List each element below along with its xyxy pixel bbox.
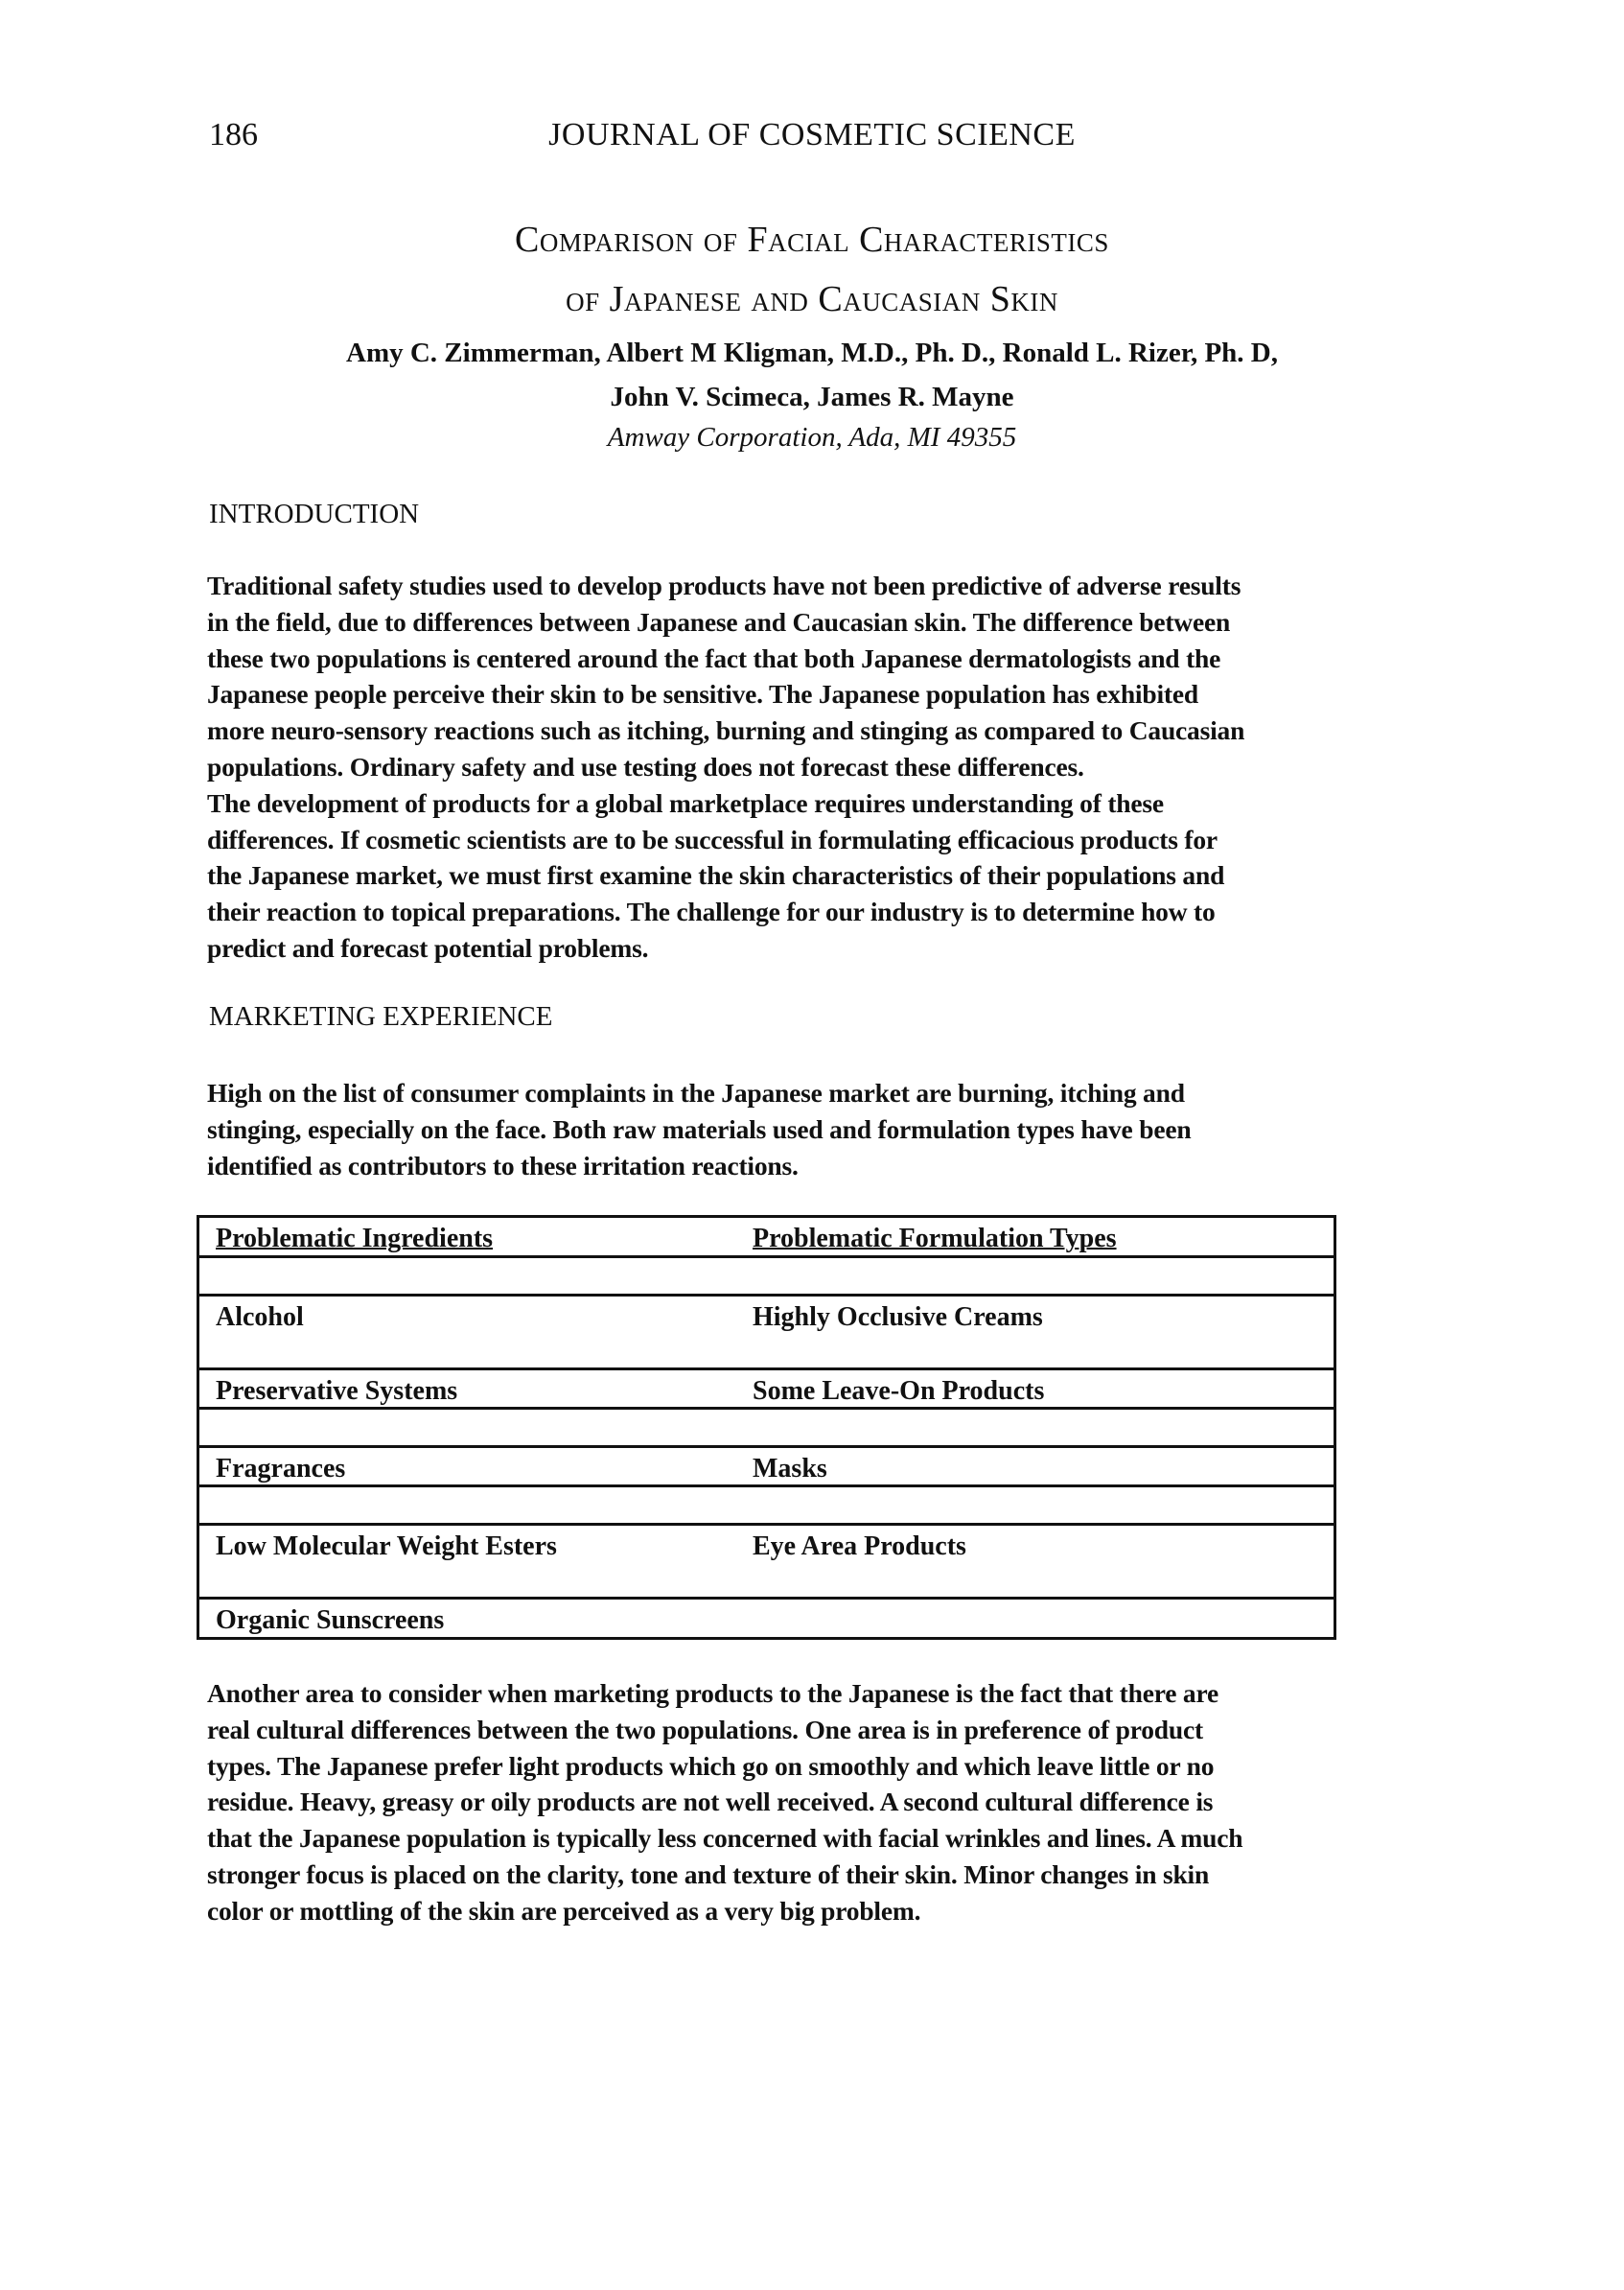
- table-cell: [198, 1257, 754, 1296]
- text-line: that the Japanese population is typically less concerned with facial wrinkles and lines. A much: [207, 1823, 1243, 1854]
- table-row: [198, 1296, 1335, 1369]
- text-line: the Japanese market, we must first examine the skin characteristics of their populations and: [207, 860, 1225, 891]
- table-cell: Alcohol: [198, 1296, 754, 1369]
- text-line: The development of products for a global marketplace requires understanding of these: [207, 787, 1164, 818]
- table-cell: Some Leave-On Products: [753, 1369, 1335, 1409]
- table-cell: [753, 1486, 1335, 1525]
- table-cell: Eye Area Products: [753, 1525, 1335, 1599]
- table-cell: [753, 1409, 1335, 1447]
- journal-title: JOURNAL OF COSMETIC SCIENCE: [548, 117, 1076, 152]
- introduction-paragraph: [207, 568, 1244, 967]
- marketing-paragraph: [207, 1075, 1191, 1183]
- table-cell: Fragrances: [198, 1447, 754, 1486]
- text-line: color or mottling of the skin are perceived as a very big problem.: [207, 1895, 921, 1926]
- table-row: [198, 1447, 1335, 1486]
- introduction-heading: INTRODUCTION: [209, 499, 420, 529]
- text-line: their reaction to topical preparations. The challenge for our industry is to determine how to: [207, 897, 1216, 927]
- table-row: [198, 1525, 1335, 1599]
- text-line: populations. Ordinary safety and use testing does not forecast these differences.: [207, 751, 1084, 782]
- table-cell: Organic Sunscreens: [198, 1599, 754, 1639]
- table-header: Problematic Ingredients: [216, 1224, 494, 1253]
- table-cell: [198, 1486, 754, 1525]
- table-row: [198, 1409, 1335, 1447]
- affiliation: Amway Corporation, Ada, MI 49355: [607, 422, 1017, 453]
- table-cell: [753, 1599, 1335, 1639]
- problematic-table: [197, 1215, 1336, 1640]
- text-line: types. The Japanese prefer light products which go on smoothly and which leave little or no: [207, 1750, 1215, 1781]
- text-line: Another area to consider when marketing products to the Japanese is the fact that there are: [207, 1678, 1218, 1708]
- text-line: predict and forecast potential problems.: [207, 932, 649, 963]
- text-line: residue. Heavy, greasy or oily products are not well received. A second cultural difference is: [207, 1787, 1214, 1817]
- table-row: [198, 1257, 1335, 1296]
- text-line: Japanese people perceive their skin to be sensitive. The Japanese population has exhibited: [207, 679, 1198, 710]
- table-row: [198, 1369, 1335, 1409]
- text-line: stronger focus is placed on the clarity, tone and texture of their skin. Minor changes in skin: [207, 1858, 1210, 1889]
- table-cell: Preservative Systems: [198, 1369, 754, 1409]
- text-line: these two populations is centered around the fact that both Japanese dermatologists and the: [207, 643, 1221, 673]
- table-header-row: [198, 1217, 1335, 1257]
- table-cell: Masks: [753, 1447, 1335, 1486]
- page-number: 186: [209, 117, 258, 152]
- table-cell: Highly Occlusive Creams: [753, 1296, 1335, 1369]
- text-line: differences. If cosmetic scientists are to be successful in formulating efficacious products for: [207, 824, 1218, 854]
- text-line: in the field, due to differences between Japanese and Caucasian skin. The difference between: [207, 606, 1231, 637]
- table-row: [198, 1599, 1335, 1639]
- table-row: [198, 1486, 1335, 1525]
- text-line: real cultural differences between the two populations. One area is in preference of product: [207, 1714, 1203, 1744]
- text-line: more neuro-sensory reactions such as itching, burning and stinging as compared to Caucasian: [207, 715, 1245, 746]
- article-title-line-1: Comparison of Facial Characteristics: [515, 220, 1109, 260]
- table-cell: [198, 1409, 754, 1447]
- text-line: High on the list of consumer complaints in the Japanese market are burning, itching and: [207, 1078, 1185, 1108]
- table-header: Problematic Formulation Types: [753, 1224, 1117, 1253]
- text-line: identified as contributors to these irritation reactions.: [207, 1150, 799, 1180]
- text-line: Traditional safety studies used to develop products have not been predictive of adverse results: [207, 571, 1241, 600]
- table-cell: Low Molecular Weight Esters: [198, 1525, 754, 1599]
- marketing-heading: MARKETING EXPERIENCE: [209, 1001, 553, 1032]
- authors-line-2: John V. Scimeca, James R. Mayne: [610, 382, 1014, 412]
- article-title-line-2: of Japanese and Caucasian Skin: [566, 279, 1058, 319]
- text-line: stinging, especially on the face. Both raw materials used and formulation types have been: [207, 1113, 1192, 1144]
- authors-line-1: Amy C. Zimmerman, Albert M Kligman, M.D., Ph. D., Ronald L. Rizer, Ph. D,: [346, 338, 1278, 368]
- cultural-differences-paragraph: [207, 1675, 1242, 1929]
- table-cell: [753, 1257, 1335, 1296]
